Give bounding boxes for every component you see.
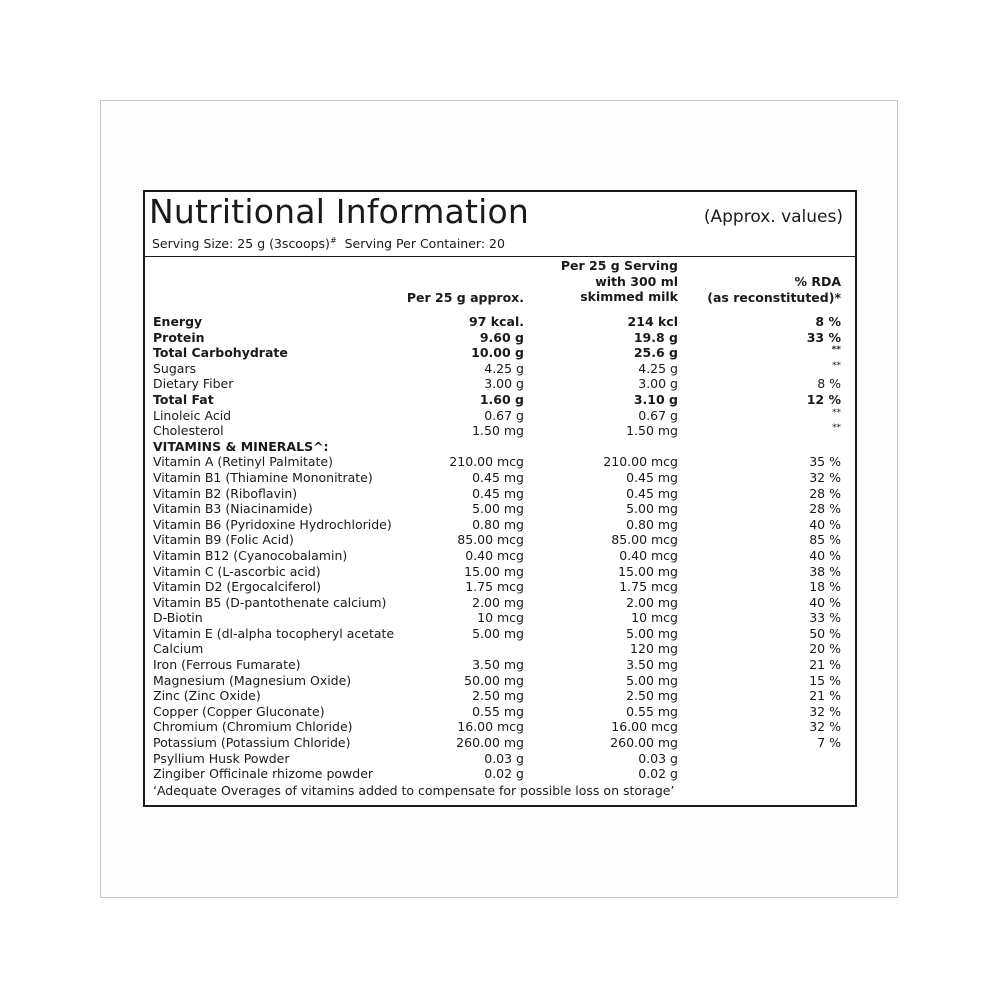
- nutrient-row: [145, 454, 855, 470]
- nutrient-name: Dietary Fiber: [153, 376, 234, 392]
- nutrient-name: Vitamin B9 (Folic Acid): [153, 532, 294, 548]
- nutrient-name: Vitamin B12 (Cyanocobalamin): [153, 547, 348, 563]
- nutrient-name: Sugars: [153, 360, 197, 376]
- nutrient-row: [145, 486, 855, 502]
- value-rda: 32 %: [809, 719, 841, 735]
- nutrient-name: Vitamin A (Retinyl Palmitate): [153, 454, 333, 470]
- value-rda: 32 %: [809, 703, 841, 719]
- value-rda: 85 %: [809, 532, 841, 548]
- value-with-milk: 16.00 mcg: [611, 719, 678, 735]
- nutrient-name: Vitamin D2 (Ergocalciferol): [153, 579, 321, 595]
- value-per-25g: 5.00 mg: [472, 625, 524, 641]
- value-with-milk: 0.40 mcg: [619, 547, 678, 563]
- nutrient-name: Iron (Ferrous Fumarate): [153, 657, 301, 673]
- panel-title: Nutritional Information: [149, 192, 529, 231]
- value-per-25g: 3.50 mg: [472, 657, 524, 673]
- value-with-milk: 0.55 mg: [626, 703, 678, 719]
- approx-values-note: (Approx. values): [703, 207, 843, 227]
- value-rda: 33 %: [806, 329, 841, 345]
- value-with-milk: 85.00 mcg: [611, 532, 678, 548]
- value-per-25g: 1.60 g: [479, 391, 524, 407]
- value-with-milk: 3.00 g: [638, 376, 678, 392]
- nutrient-name: Vitamin B3 (Niacinamide): [153, 501, 313, 517]
- value-with-milk: 15.00 mg: [618, 563, 678, 579]
- nutrient-name: Vitamin B6 (Pyridoxine Hydrochloride): [153, 516, 392, 532]
- value-with-milk: 0.67 g: [638, 407, 678, 423]
- nutrient-name: Energy: [153, 314, 203, 329]
- nutrient-row: [145, 657, 855, 673]
- nutrient-row: [145, 766, 855, 782]
- value-with-milk: 5.00 mg: [626, 672, 678, 688]
- value-with-milk: 19.8 g: [633, 329, 678, 345]
- value-with-milk: 0.45 mg: [626, 485, 678, 501]
- value-rda: 12 %: [806, 391, 841, 407]
- serving-per-container: Serving Per Container: 20: [344, 236, 505, 251]
- value-rda: 21 %: [809, 688, 841, 704]
- value-rda: 40 %: [809, 547, 841, 563]
- value-per-25g: 210.00 mcg: [449, 454, 524, 470]
- value-rda: 38 %: [809, 563, 841, 579]
- nutrition-panel: [143, 190, 857, 807]
- nutrient-name: Vitamin E (dl-alpha tocopheryl acetate: [153, 625, 395, 641]
- nutrient-row: [145, 751, 855, 767]
- value-with-milk: 0.02 g: [638, 766, 678, 782]
- value-per-25g: 0.55 mg: [472, 703, 524, 719]
- value-per-25g: 16.00 mcg: [457, 719, 524, 735]
- nutrient-row: [145, 532, 855, 548]
- footnote: ‘Adequate Overages of vitamins added to compensate for possible loss on storage’: [153, 783, 675, 798]
- value-with-milk: 5.00 mg: [626, 501, 678, 517]
- value-with-milk: 10 mcg: [631, 610, 678, 626]
- nutrient-row: [145, 673, 855, 689]
- value-rda: **: [832, 360, 841, 371]
- value-with-milk: 260.00 mg: [610, 735, 678, 751]
- value-with-milk: 1.75 mcg: [619, 579, 678, 595]
- nutrient-row: [145, 735, 855, 751]
- value-rda: 8 %: [815, 314, 841, 329]
- value-rda: 28 %: [809, 485, 841, 501]
- nutrient-name: Zingiber Officinale rhizome powder: [153, 766, 374, 782]
- value-with-milk: 3.50 mg: [626, 657, 678, 673]
- value-per-25g: 0.02 g: [484, 766, 524, 782]
- nutrient-row: [145, 439, 855, 455]
- column-header-with-milk-line3: skimmed milk: [580, 289, 678, 304]
- value-rda: 15 %: [809, 672, 841, 688]
- nutrient-row: [145, 610, 855, 626]
- serving-size: Serving Size: 25 g (3scoops): [152, 236, 330, 251]
- nutrient-name: Copper (Copper Gluconate): [153, 703, 325, 719]
- nutrient-row: [145, 408, 855, 424]
- value-rda: 21 %: [809, 657, 841, 673]
- value-with-milk: 2.50 mg: [626, 688, 678, 704]
- value-per-25g: 0.03 g: [484, 750, 524, 766]
- value-per-25g: 9.60 g: [479, 329, 524, 345]
- value-per-25g: 10.00 g: [471, 345, 524, 361]
- value-with-milk: 0.03 g: [638, 750, 678, 766]
- value-per-25g: 50.00 mg: [464, 672, 524, 688]
- value-per-25g: 0.80 mg: [472, 516, 524, 532]
- value-with-milk: 5.00 mg: [626, 625, 678, 641]
- nutrient-name: Total Fat: [153, 391, 214, 407]
- nutrient-name: Potassium (Potassium Chloride): [153, 735, 351, 751]
- nutrient-name: Total Carbohydrate: [153, 345, 288, 361]
- nutrient-name: Vitamin B5 (D-pantothenate calcium): [153, 594, 387, 610]
- nutrient-name: Magnesium (Magnesium Oxide): [153, 672, 352, 688]
- nutrient-row: [145, 595, 855, 611]
- nutrient-name: Vitamin B1 (Thiamine Mononitrate): [153, 469, 373, 485]
- value-rda: 40 %: [809, 594, 841, 610]
- value-per-25g: 0.67 g: [484, 407, 524, 423]
- nutrient-row: [145, 579, 855, 595]
- nutrient-row: [145, 392, 855, 408]
- value-with-milk: 214 kcl: [627, 314, 678, 329]
- value-per-25g: 97 kcal.: [469, 314, 524, 329]
- nutrient-name: Psyllium Husk Powder: [153, 750, 290, 766]
- value-per-25g: 1.75 mcg: [465, 579, 524, 595]
- nutrient-name: Cholesterol: [153, 423, 224, 439]
- value-with-milk: 210.00 mcg: [603, 454, 678, 470]
- value-with-milk: 3.10 g: [633, 391, 678, 407]
- nutrient-name: Vitamin B2 (Riboflavin): [153, 485, 298, 501]
- value-per-25g: 0.45 mg: [472, 469, 524, 485]
- nutrient-row: [145, 501, 855, 517]
- nutrient-name: Zinc (Zinc Oxide): [153, 688, 261, 704]
- column-header-rda: [707, 274, 841, 305]
- nutrient-row: [145, 704, 855, 720]
- value-rda: 33 %: [809, 610, 841, 626]
- column-header-per25: [407, 290, 524, 306]
- value-per-25g: 260.00 mg: [456, 735, 524, 751]
- header-divider: [145, 256, 855, 257]
- value-per-25g: 0.40 mcg: [465, 547, 524, 563]
- serving-info: [152, 232, 505, 253]
- value-rda: 8 %: [817, 376, 841, 392]
- value-rda: 28 %: [809, 501, 841, 517]
- serving-mark: #: [329, 236, 337, 245]
- value-per-25g: 2.00 mg: [472, 594, 524, 610]
- nutrient-name: Linoleic Acid: [153, 407, 232, 423]
- value-with-milk: 120 mg: [630, 641, 678, 657]
- column-header-with-milk: [561, 258, 678, 305]
- value-rda: **: [832, 407, 841, 418]
- nutrient-row: [145, 719, 855, 735]
- column-header-rda-line2: (as reconstituted)*: [707, 289, 841, 305]
- value-per-25g: 4.25 g: [484, 360, 524, 376]
- value-per-25g: 15.00 mg: [464, 563, 524, 579]
- nutrient-row: [145, 345, 855, 361]
- value-per-25g: 3.00 g: [484, 376, 524, 392]
- value-per-25g: 2.50 mg: [472, 688, 524, 704]
- value-with-milk: 25.6 g: [633, 345, 678, 361]
- value-with-milk: 0.80 mg: [626, 516, 678, 532]
- value-rda: 40 %: [809, 516, 841, 532]
- nutrient-rows: [145, 314, 855, 782]
- value-rda: 35 %: [809, 454, 841, 470]
- value-rda: 20 %: [809, 641, 841, 657]
- nutrient-name: Protein: [153, 329, 205, 345]
- value-rda: 7 %: [817, 735, 841, 751]
- nutrient-row: [145, 423, 855, 439]
- value-per-25g: 0.45 mg: [472, 485, 524, 501]
- value-rda: **: [832, 423, 841, 434]
- nutrient-row: [145, 564, 855, 580]
- column-header-per25-text: Per 25 g approx.: [406, 290, 524, 305]
- value-per-25g: 5.00 mg: [472, 501, 524, 517]
- value-rda: **: [831, 345, 841, 356]
- nutrient-name: Calcium: [153, 641, 204, 657]
- value-with-milk: 1.50 mg: [626, 423, 678, 439]
- nutrient-row: [145, 688, 855, 704]
- nutrient-row: [145, 361, 855, 377]
- column-header-with-milk-line1: Per 25 g Serving: [560, 258, 678, 273]
- value-per-25g: 10 mcg: [477, 610, 524, 626]
- nutrient-name: D-Biotin: [153, 610, 203, 626]
- value-with-milk: 0.45 mg: [626, 469, 678, 485]
- value-with-milk: 2.00 mg: [626, 594, 678, 610]
- nutrient-row: [145, 641, 855, 657]
- column-header-with-milk-line2: with 300 ml: [595, 273, 678, 289]
- value-with-milk: 4.25 g: [638, 360, 678, 376]
- nutrient-name: VITAMINS & MINERALS^:: [153, 438, 329, 454]
- nutrient-row: [145, 470, 855, 486]
- value-rda: 50 %: [809, 625, 841, 641]
- nutrient-row: [145, 376, 855, 392]
- value-rda: 32 %: [809, 469, 841, 485]
- value-per-25g: 1.50 mg: [472, 423, 524, 439]
- value-per-25g: 85.00 mcg: [457, 532, 524, 548]
- nutrient-name: Chromium (Chromium Chloride): [153, 719, 353, 735]
- nutrient-row: [145, 548, 855, 564]
- nutrient-row: [145, 626, 855, 642]
- column-header-rda-line1: % RDA: [794, 274, 841, 289]
- nutrient-name: Vitamin C (L-ascorbic acid): [153, 563, 321, 579]
- nutrient-row: [145, 314, 855, 330]
- nutrient-row: [145, 330, 855, 346]
- nutrient-row: [145, 517, 855, 533]
- value-rda: 18 %: [809, 579, 841, 595]
